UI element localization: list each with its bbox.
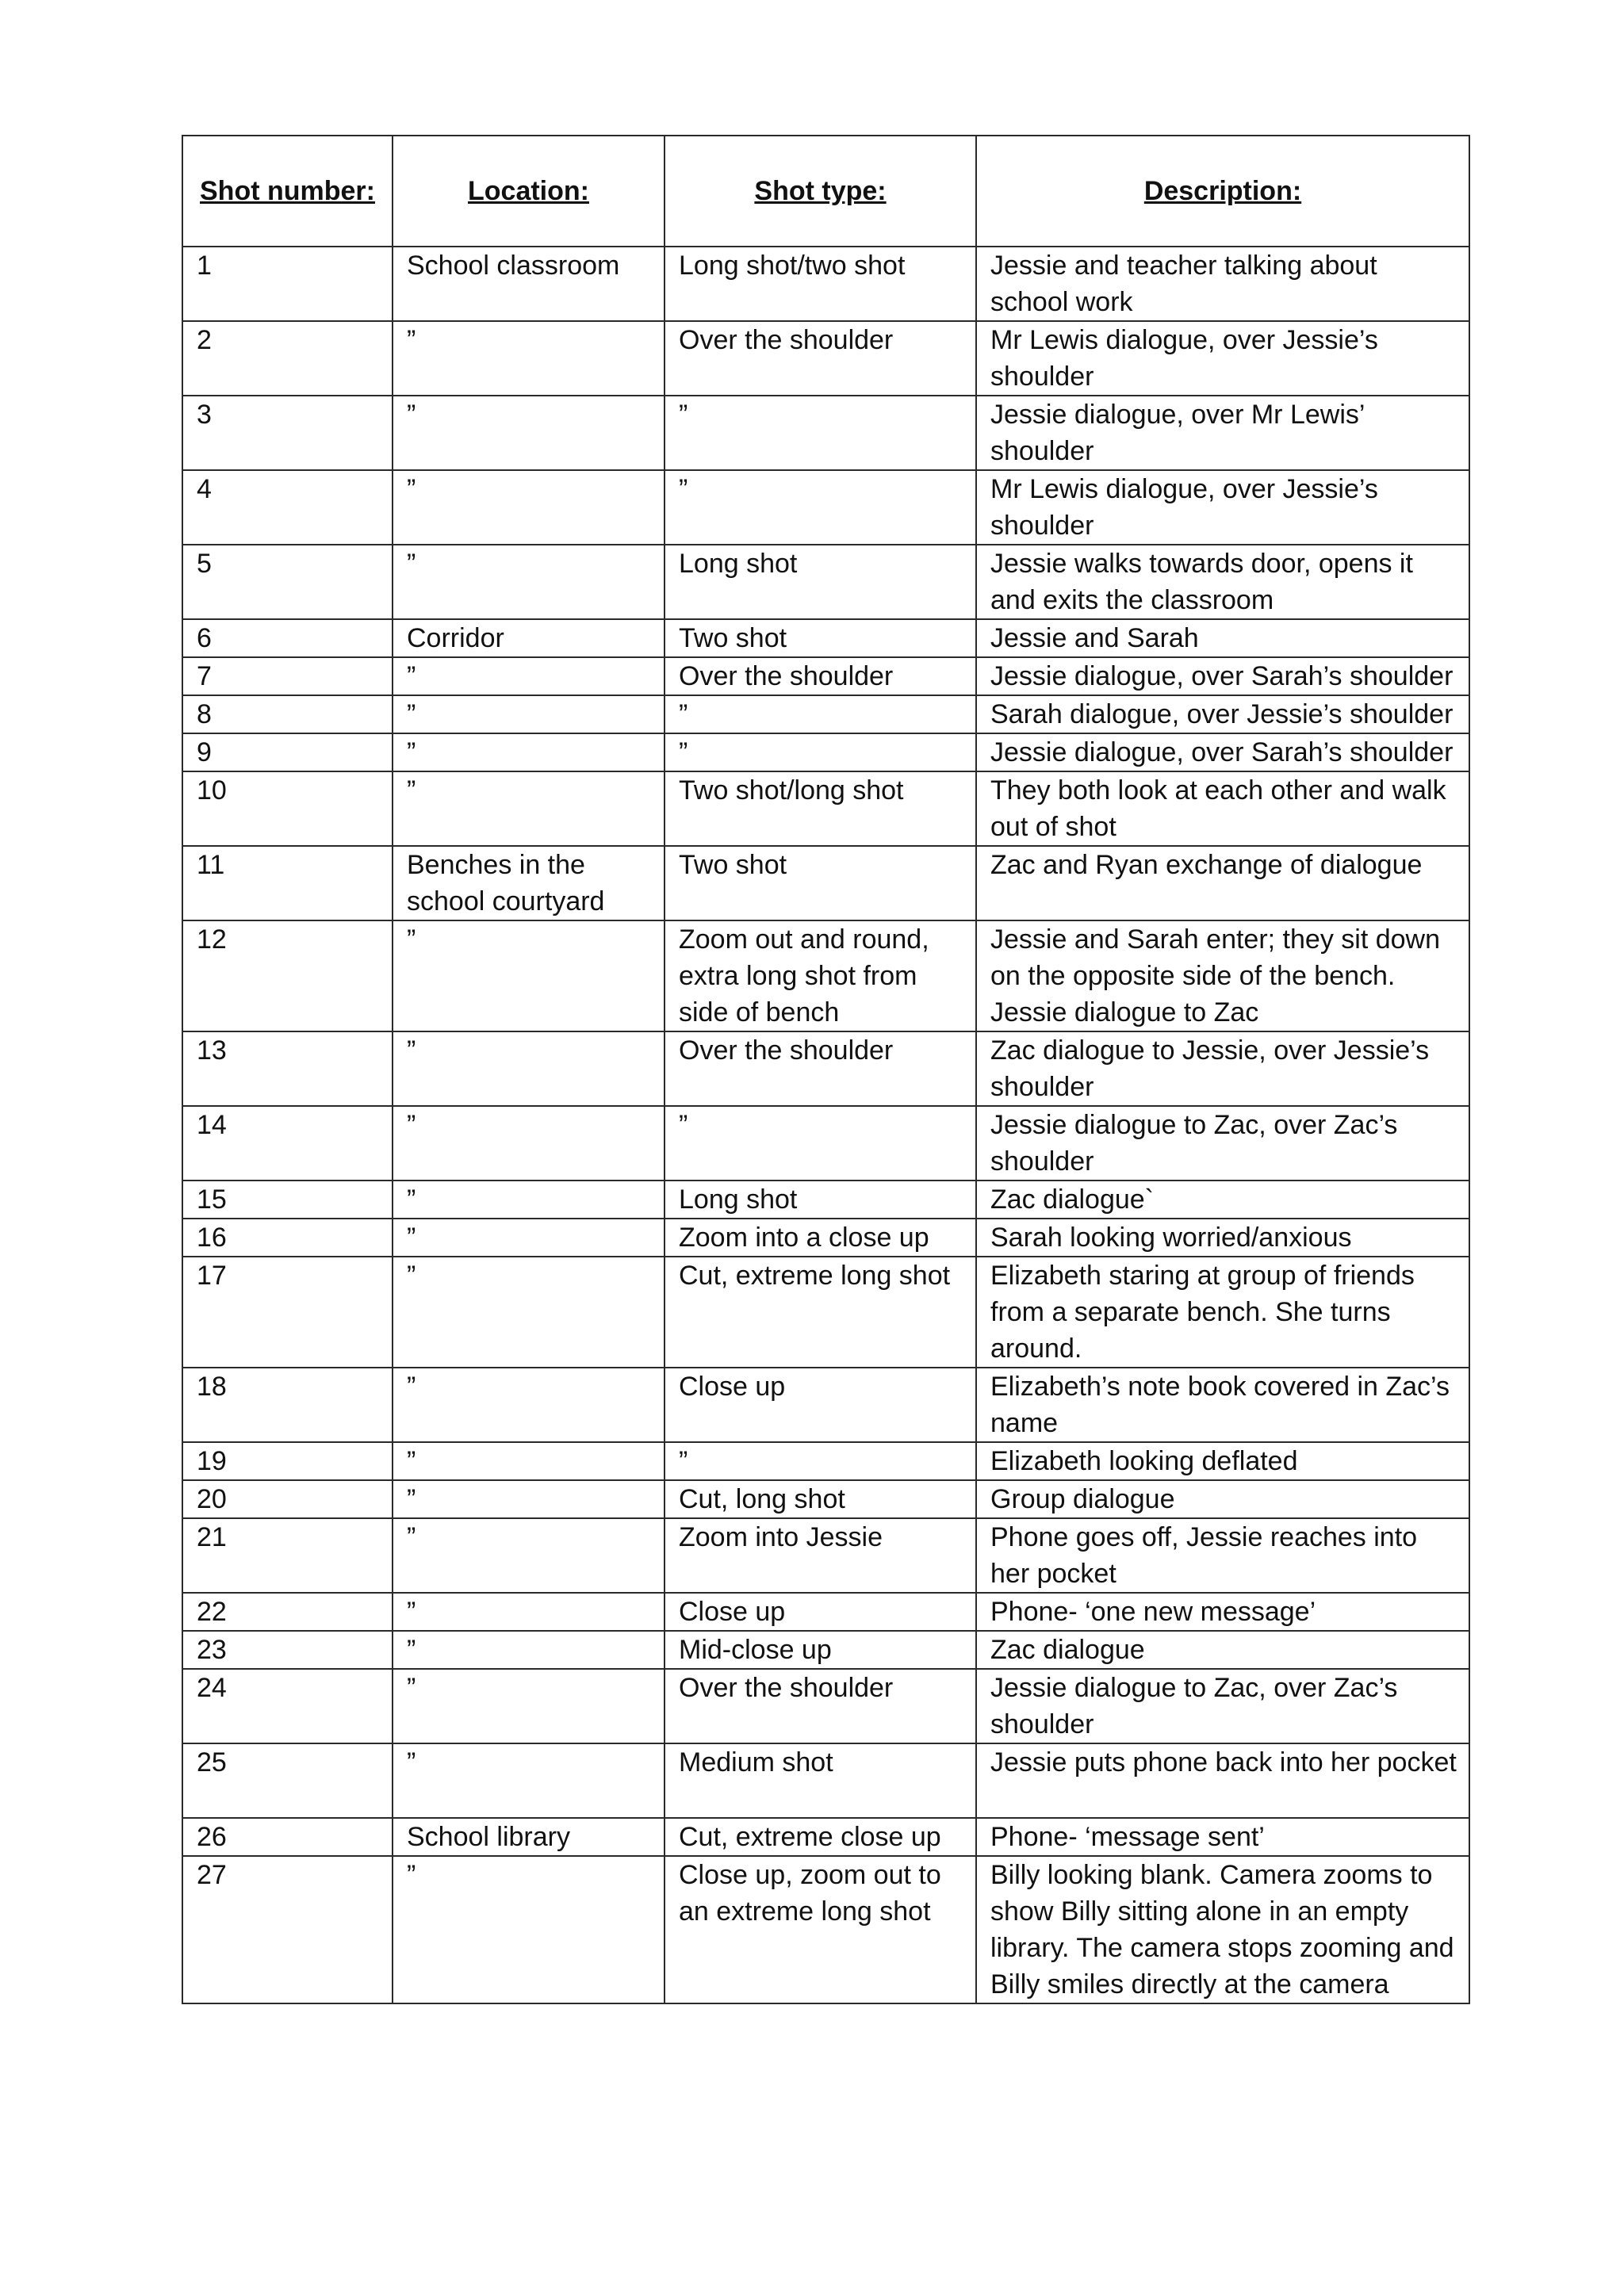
cell-location: ” [393,733,665,771]
cell-location: ” [393,545,665,619]
cell-shot-type: Two shot [665,846,976,920]
cell-location: ” [393,1518,665,1593]
cell-shot-number: 10 [182,771,393,846]
cell-shot-number: 26 [182,1818,393,1856]
cell-description: Elizabeth looking deflated [976,1442,1469,1480]
cell-description: Jessie dialogue, over Mr Lewis’ shoulder [976,396,1469,470]
cell-shot-type: Long shot [665,545,976,619]
table-row [182,1368,1469,1442]
cell-shot-type: ” [665,1106,976,1181]
cell-description: Phone- ‘one new message’ [976,1593,1469,1631]
cell-shot-type: Zoom into a close up [665,1219,976,1257]
cell-shot-type: Over the shoulder [665,657,976,695]
cell-shot-number: 3 [182,396,393,470]
table-row [182,1442,1469,1480]
table-row [182,619,1469,657]
table-row [182,733,1469,771]
cell-shot-number: 21 [182,1518,393,1593]
cell-description: Phone goes off, Jessie reaches into her pocket [976,1518,1469,1593]
cell-shot-number: 15 [182,1181,393,1219]
table-row [182,1219,1469,1257]
cell-shot-number: 2 [182,321,393,396]
cell-shot-number: 4 [182,470,393,545]
cell-description: Jessie dialogue to Zac, over Zac’s shoulder [976,1106,1469,1181]
table-row [182,846,1469,920]
cell-shot-type: Cut, long shot [665,1480,976,1518]
cell-description: Elizabeth’s note book covered in Zac’s name [976,1368,1469,1442]
cell-description: Phone- ‘message sent’ [976,1818,1469,1856]
cell-location: ” [393,1181,665,1219]
table-row [182,1669,1469,1743]
table-row [182,1743,1469,1818]
cell-shot-number: 16 [182,1219,393,1257]
cell-description: Mr Lewis dialogue, over Jessie’s shoulder [976,470,1469,545]
cell-shot-type: Cut, extreme long shot [665,1257,976,1368]
cell-location: ” [393,657,665,695]
cell-location: Corridor [393,619,665,657]
shot-list-table [182,135,1470,2004]
cell-location: ” [393,1368,665,1442]
header-location: Location: [393,136,665,247]
cell-shot-number: 27 [182,1856,393,2003]
cell-shot-type: Zoom into Jessie [665,1518,976,1593]
cell-shot-number: 13 [182,1031,393,1106]
table-row [182,545,1469,619]
cell-shot-number: 18 [182,1368,393,1442]
cell-shot-type: Zoom out and round, extra long shot from side of bench [665,920,976,1031]
cell-shot-type: Close up [665,1593,976,1631]
table-row [182,470,1469,545]
cell-description: Sarah dialogue, over Jessie’s shoulder [976,695,1469,733]
cell-location: ” [393,470,665,545]
table-row [182,1181,1469,1219]
cell-shot-type: ” [665,396,976,470]
table-header-row [182,136,1469,247]
cell-shot-number: 17 [182,1257,393,1368]
cell-shot-type: Medium shot [665,1743,976,1818]
cell-shot-number: 12 [182,920,393,1031]
cell-description: Jessie dialogue, over Sarah’s shoulder [976,733,1469,771]
cell-location: ” [393,1480,665,1518]
cell-shot-type: Two shot [665,619,976,657]
cell-description: Jessie walks towards door, opens it and exits the classroom [976,545,1469,619]
cell-description: Billy looking blank. Camera zooms to show Billy sitting alone in an empty library. The camera stops zooming and Billy smiles directly at the camera [976,1856,1469,2003]
table-row [182,1257,1469,1368]
cell-description: Sarah looking worried/anxious [976,1219,1469,1257]
table-row [182,1031,1469,1106]
header-description: Description: [976,136,1469,247]
cell-shot-type: Close up, zoom out to an extreme long shot [665,1856,976,2003]
cell-location: Benches in the school courtyard [393,846,665,920]
cell-shot-number: 23 [182,1631,393,1669]
cell-description: Jessie dialogue to Zac, over Zac’s shoulder [976,1669,1469,1743]
table-row [182,321,1469,396]
table-row [182,657,1469,695]
cell-shot-type: Mid-close up [665,1631,976,1669]
cell-shot-number: 11 [182,846,393,920]
cell-location: ” [393,321,665,396]
header-shot-number: Shot number: [182,136,393,247]
cell-description: Jessie dialogue, over Sarah’s shoulder [976,657,1469,695]
cell-shot-number: 6 [182,619,393,657]
cell-location: ” [393,1106,665,1181]
cell-shot-type: Over the shoulder [665,1669,976,1743]
table-row [182,1518,1469,1593]
cell-location: School classroom [393,247,665,321]
cell-shot-number: 5 [182,545,393,619]
cell-description: Zac dialogue to Jessie, over Jessie’s shoulder [976,1031,1469,1106]
cell-shot-type: ” [665,733,976,771]
table-row [182,920,1469,1031]
cell-shot-type: Over the shoulder [665,321,976,396]
cell-location: ” [393,695,665,733]
table-row [182,1593,1469,1631]
cell-shot-number: 22 [182,1593,393,1631]
table-row [182,1856,1469,2003]
cell-shot-type: Two shot/long shot [665,771,976,846]
cell-description: Jessie and Sarah [976,619,1469,657]
cell-shot-type: Close up [665,1368,976,1442]
cell-location: ” [393,1031,665,1106]
cell-description: Zac dialogue` [976,1181,1469,1219]
cell-location: ” [393,1257,665,1368]
cell-shot-number: 25 [182,1743,393,1818]
cell-description: Zac dialogue [976,1631,1469,1669]
cell-shot-number: 8 [182,695,393,733]
cell-description: Jessie puts phone back into her pocket [976,1743,1469,1818]
cell-description: Group dialogue [976,1480,1469,1518]
cell-description: They both look at each other and walk out of shot [976,771,1469,846]
cell-description: Zac and Ryan exchange of dialogue [976,846,1469,920]
cell-shot-number: 7 [182,657,393,695]
cell-shot-type: ” [665,695,976,733]
cell-description: Jessie and teacher talking about school work [976,247,1469,321]
cell-shot-number: 24 [182,1669,393,1743]
table-row [182,1480,1469,1518]
cell-shot-type: Long shot [665,1181,976,1219]
cell-description: Jessie and Sarah enter; they sit down on the opposite side of the bench. Jessie dialogue to Zac [976,920,1469,1031]
cell-location: School library [393,1818,665,1856]
cell-location: ” [393,1743,665,1818]
cell-shot-number: 9 [182,733,393,771]
cell-shot-type: Over the shoulder [665,1031,976,1106]
cell-shot-number: 1 [182,247,393,321]
table-row [182,1106,1469,1181]
cell-location: ” [393,1856,665,2003]
cell-location: ” [393,920,665,1031]
table-row [182,1631,1469,1669]
cell-location: ” [393,1219,665,1257]
cell-location: ” [393,1669,665,1743]
cell-shot-number: 20 [182,1480,393,1518]
table-row [182,396,1469,470]
cell-location: ” [393,396,665,470]
cell-location: ” [393,1593,665,1631]
table-row [182,695,1469,733]
cell-shot-type: ” [665,1442,976,1480]
cell-location: ” [393,1631,665,1669]
header-shot-type: Shot type: [665,136,976,247]
cell-shot-number: 14 [182,1106,393,1181]
table-row [182,247,1469,321]
cell-shot-type: Long shot/two shot [665,247,976,321]
cell-shot-type: Cut, extreme close up [665,1818,976,1856]
table-row [182,1818,1469,1856]
cell-location: ” [393,1442,665,1480]
cell-location: ” [393,771,665,846]
cell-shot-type: ” [665,470,976,545]
cell-description: Elizabeth staring at group of friends from a separate bench. She turns around. [976,1257,1469,1368]
table-row [182,771,1469,846]
cell-description: Mr Lewis dialogue, over Jessie’s shoulder [976,321,1469,396]
cell-shot-number: 19 [182,1442,393,1480]
